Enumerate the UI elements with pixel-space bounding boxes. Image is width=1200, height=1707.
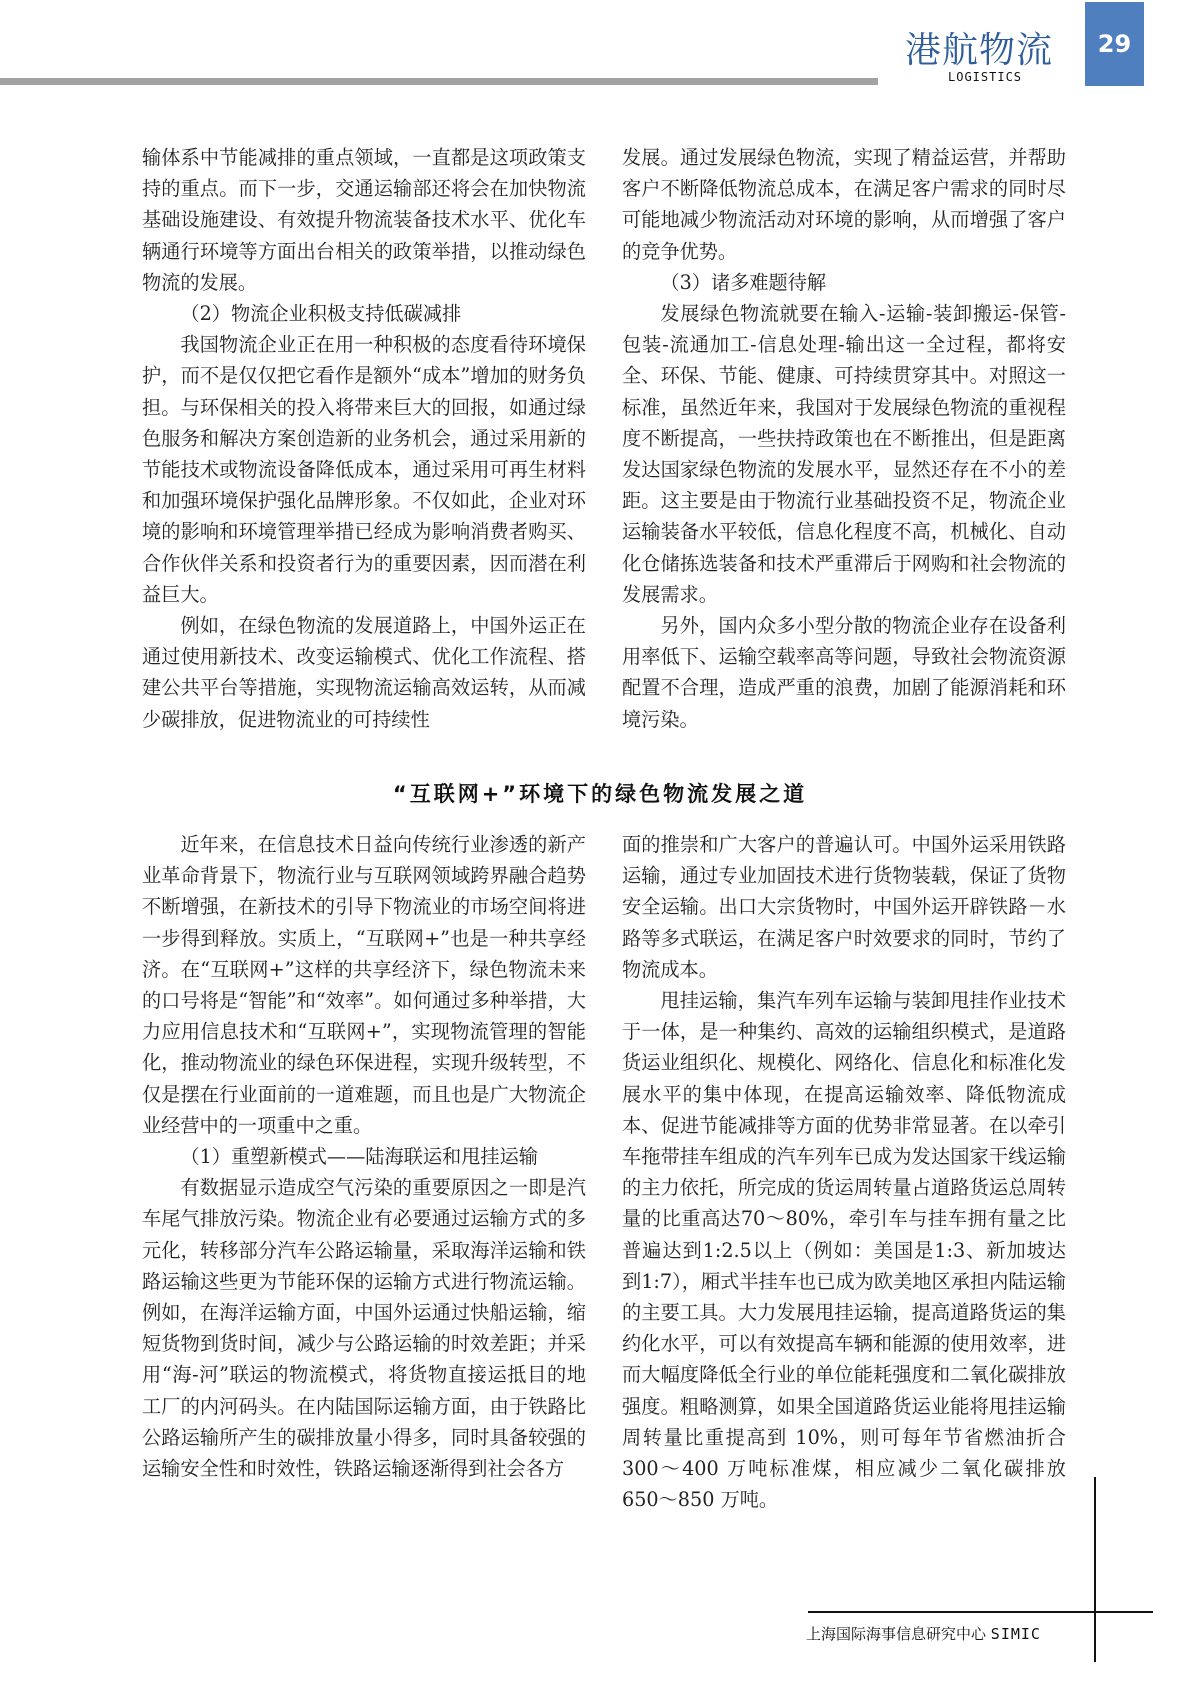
footer-rule <box>808 1611 1153 1613</box>
paragraph: 有数据显示造成空气污染的重要原因之一即是汽车尾气排放污染。物流企业有必要通过运输方式的多元化，转移部分汽车公路运输量，采取海洋运输和铁路运输这些更为节能环保的运输方式进行物流运输。例如，在海洋运输方面，中国外运通过快船运输，缩短货物到货时间，减少与公路运输的时效差距；并采用“海-河”联运的物流模式，将货物直接运抵目的地工厂的内河码头。在内陆国际运输方面，由于铁路比公路运输所产生的碳排放量小得多，同时具备较强的运输安全性和时效性，铁路运输逐渐得到社会各方 <box>142 1176 586 1481</box>
top-left-column <box>142 142 586 735</box>
paragraph: 近年来，在信息技术日益向传统行业渗透的新产业革命背景下，物流行业与互联网领域跨界融合趋势不断增强，在新技术的引导下物流业的市场空间将进一步得到释放。实质上，“互联网+”也是一种共享经济。在“互联网+”这样的共享经济下，绿色物流未来的口号将是“智能”和“效率”。如何通过多种举措，大力应用信息技术和“互联网+”，实现物流管理的智能化，推动物流业的绿色环保进程，实现升级转型，不仅是摆在行业面前的一道难题，而且也是广大物流企业经营中的一项重中之重。 <box>142 833 586 1137</box>
bottom-left-column <box>142 829 586 1484</box>
journal-section-title: 港航物流 <box>905 30 1054 71</box>
paragraph: 发展绿色物流就要在输入-运输-装卸搬运-保管-包装-流通加工-信息处理-输出这一全过程，都将安全、环保、节能、健康、可持续贯穿其中。对照这一标准，虽然近年来，我国对于发展绿色物流的重视程度不断提高，一些扶持政策也在不断推出，但是距离发达国家绿色物流的发展水平，显然还存在不小的差距。这主要是由于物流行业基础投资不足，物流企业运输装备水平较低，信息化程度不高，机械化、自动化仓储拣选装备和技术严重滞后于网购和社会物流的发展需求。 <box>622 302 1066 606</box>
paragraph: 甩挂运输，集汽车列车运输与装卸甩挂作业技术于一体，是一种集约、高效的运输组织模式，是道路货运业组织化、规模化、网络化、信息化和标准化发展水平的集中体现，在提高运输效率、降低物流成本、促进节能减排等方面的优势非常显著。在以牵引车拖带挂车组成的汽车列车已成为发达国家干线运输的主力依托，所完成的货运周转量占道路货运总周转量的比重高达70～80%，牵引车与挂车拥有量之比普遍达到1:2.5以上（例如：美国是1:3、新加坡达到1:7），厢式半挂车也已成为欧美地区承担内陆运输的主要工具。大力发展甩挂运输，提高道路货运的集约化水平，可以有效提高车辆和能源的使用效率，进而大幅度降低全行业的单位能耗强度和二氧化碳排放强度。粗略测算，如果全国道路货运业能将甩挂运输周转量比重提高到 10%，则可每年节省燃油折合 300～400 万吨标准煤，相应减少二氧化碳排放 650～850 万吨。 <box>622 989 1066 1512</box>
paragraph: 另外，国内众多小型分散的物流企业存在设备利用率低下、运输空载率高等问题，导致社会物流资源配置不合理，造成严重的浪费，加剧了能源消耗和环境污染。 <box>622 614 1066 731</box>
subheading-challenges: （3）诸多难题待解 <box>660 270 827 294</box>
paragraph: 我国物流企业正在用一种积极的态度看待环境保护，而不是仅仅把它看作是额外“成本”增加的财务负担。与环保相关的投入将带来巨大的回报，如通过绿色服务和解决方案创造新的业务机会，通过采用新的节能技术或物流设备降低成本，通过采用可再生材料和加强环境保护强化品牌形象。不仅如此，企业对环境的影响和环境管理举措已经成为影响消费者购买、合作伙伴关系和投资者行为的重要因素，因而潜在利益巨大。 <box>142 333 586 606</box>
footer-abbreviation: SIMIC <box>990 1625 1041 1643</box>
paragraph-continuation: 输体系中节能减排的重点领域，一直都是这项政策支持的重点。而下一步，交通运输部还将会在加快物流基础设施建设、有效提升物流装备技术水平、优化车辆通行环境等方面出台相关的政策举措，以推动绿色物流的发展。 <box>142 146 586 294</box>
header-rule <box>0 78 878 85</box>
footer-organization: 上海国际海事信息研究中心 <box>806 1625 987 1643</box>
journal-section-subtitle: LOGISTICS <box>948 70 1023 84</box>
bottom-right-column <box>622 829 1066 1515</box>
page-number: 29 <box>1097 30 1132 58</box>
subheading-enterprise-support: （2）物流企业积极支持低碳减排 <box>180 302 462 326</box>
footer <box>806 1623 1041 1644</box>
section-heading: “互联网+”环境下的绿色物流发展之道 <box>392 782 808 806</box>
paragraph-continuation: 发展。通过发展绿色物流，实现了精益运营，并帮助客户不断降低物流总成本，在满足客户需求的同时尽可能地减少物流活动对环境的影响，从而增强了客户的竞争优势。 <box>622 146 1066 263</box>
subheading-new-model: （1）重塑新模式——陆海联运和甩挂运输 <box>180 1145 538 1169</box>
paragraph: 例如，在绿色物流的发展道路上，中国外运正在通过使用新技术、改变运输模式、优化工作流程、搭建公共平台等措施，实现物流运输高效运转，从而减少碳排放，促进物流业的可持续性 <box>142 614 586 731</box>
paragraph-continuation: 面的推崇和广大客户的普遍认可。中国外运采用铁路运输，通过专业加固技术进行货物装载，保证了货物安全运输。出口大宗货物时，中国外运开辟铁路－水路等多式联运，在满足客户时效要求的同时，节约了物流成本。 <box>622 833 1066 981</box>
top-right-column <box>622 142 1066 735</box>
page-number-badge <box>1085 2 1144 86</box>
footer-vertical-rule <box>1094 1477 1096 1662</box>
